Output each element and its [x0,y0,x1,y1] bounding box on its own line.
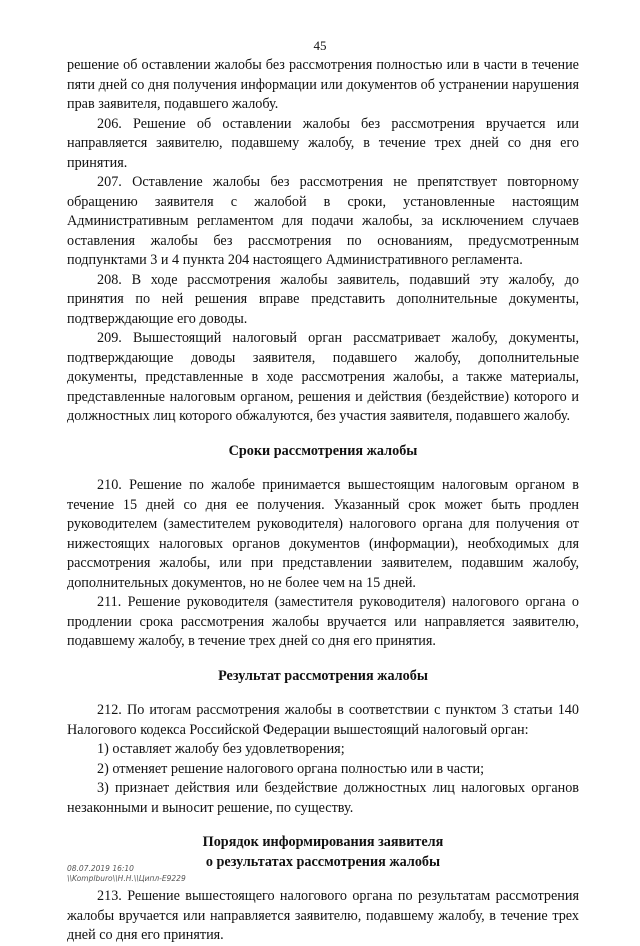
list-item-1: 1) оставляет жалобу без удовлетворения; [97,741,345,757]
paragraph-210: 210. Решение по жалобе принимается вышестоящим налоговым органом в течение 15 дней со дня ее получения. Указанный срок может быть продлен руководителем (заместителем руководителя) налогового органа для получения от нижестоящих налоговых органов документов (информации), необходимых для рассмотрения жалобы, или при представлении заявителем, подавшим жалобу, дополнительных документов, но не более чем на 15 дней. [67,477,579,591]
paragraph-206: 206. Решение об оставлении жалобы без рассмотрения вручается или направляется заявителю, подавшему жалобу, в течение трех дней со дня его принятия. [67,115,579,171]
heading-line-1: Порядок информирования заявителя [202,834,444,850]
paragraph-212: 212. По итогам рассмотрения жалобы в соответствии с пунктом 3 статьи 140 Налогового кодекса Российской Федерации вышестоящий налоговый орган: [67,702,579,738]
section-heading-review-terms: Сроки рассмотрения жалобы [228,442,418,459]
list-item-2: 2) отменяет решение налогового органа полностью или в части; [97,760,485,777]
document-body [67,56,579,946]
paragraph-208: 208. В ходе рассмотрения жалобы заявитель, подавший эту жалобу, до принятия по ней решения вправе представить дополнительные документы, подтверждающие его доводы. [67,271,579,327]
section-heading-review-result: Результат рассмотрения жалобы [218,667,428,684]
paragraph-211: 211. Решение руководителя (заместителя руководителя) налогового органа о продлении срока рассмотрения жалобы вручается или направляется заявителю, подавшему жалобу, в течение трех дней со дня его принятия. [67,594,579,649]
document-footer-stamp [67,864,186,884]
footer-timestamp: 08.07.2019 16:10 [67,864,134,873]
footer-file-path: \\Komplburo\\Н.Н.\\Ципл-Е9229 [67,874,186,883]
heading-line-2: о результатах рассмотрения жалобы [205,853,441,870]
paragraph-207: 207. Оставление жалобы без рассмотрения не препятствует повторному обращению заявителя с жалобой в сроки, установленные настоящим Административным регламентом для подачи жалобы, за исключением случаев оставления жалобы без рассмотрения по основаниям, предусмотренным подпунктами 3 и 4 пункта 204 настоящего Административного регламента. [67,174,579,268]
paragraph-continuation: решение об оставлении жалобы без рассмотрения полностью или в части в течение пяти дней со дня получения информации или документов об устранении нарушения прав заявителя, подавшего жалобу. [67,57,579,112]
paragraph-209: 209. Вышестоящий налоговый орган рассматривает жалобу, документы, подтверждающие доводы заявителя, подавшего жалобу, дополнительные документы, представленные в ходе рассмотрения жалобы, а также материалы, представленные налоговым органом, решения и действия (бездействие) которого и должностных лиц которого обжалуются, без участия заявителя, подавшего жалобу. [67,330,579,424]
list-item-3: 3) признает действия или бездействие должностных лиц налоговых органов незаконными и выносит решение, по существу. [67,780,579,816]
page-number: 45 [313,38,327,53]
paragraph-213: 213. Решение вышестоящего налогового органа по результатам рассмотрения жалобы вручается или направляется заявителю, подавшему жалобу, в течение трех дней со дня его принятия. [67,888,579,943]
